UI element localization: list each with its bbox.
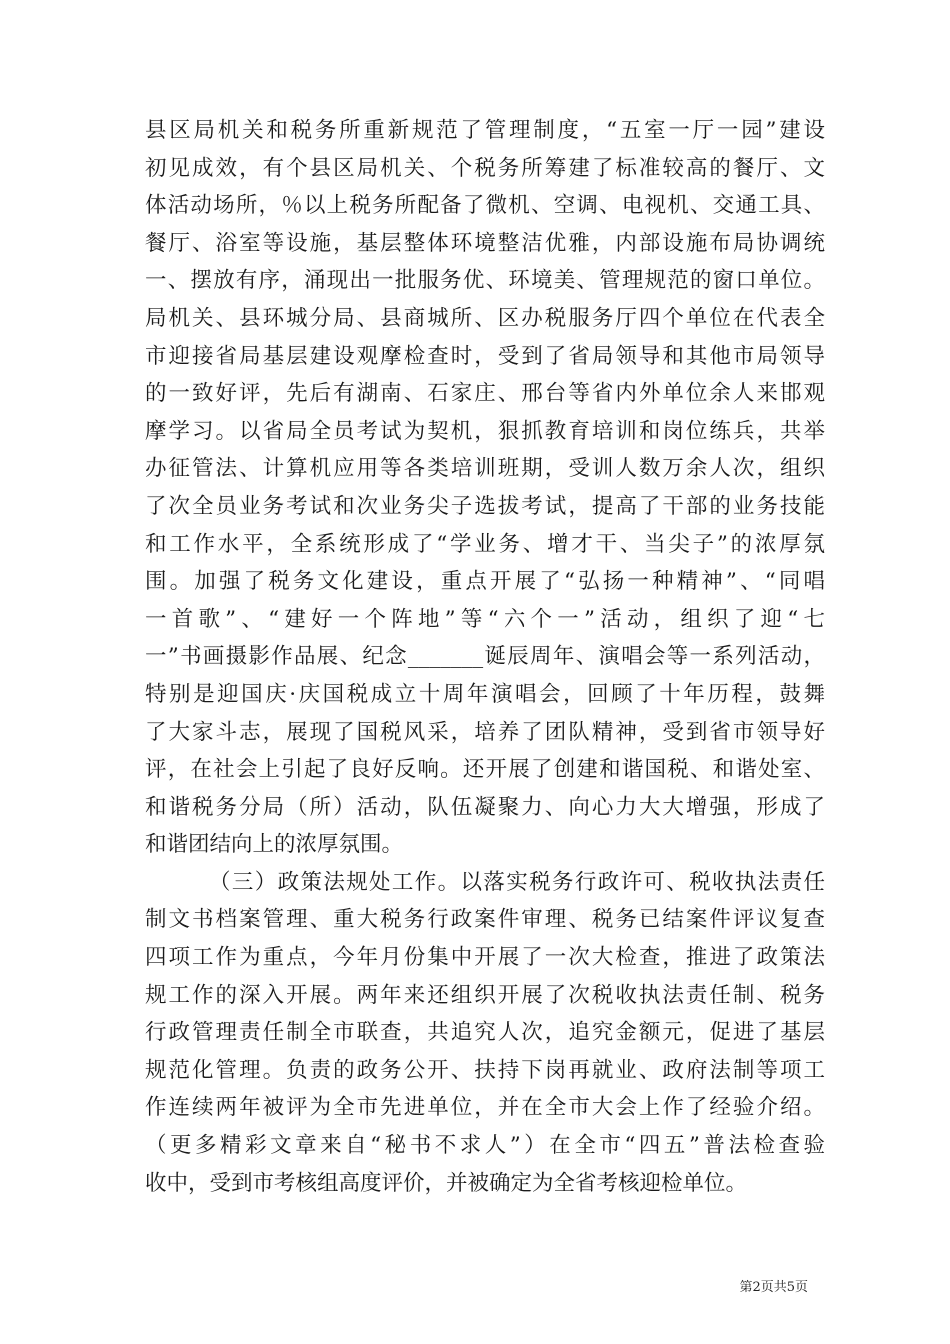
text-line: 四项工作为重点，今年月份集中开展了一次大检查，推进了政策法 [145,945,825,971]
section-heading-line: （三）政策法规处工作。以落实税务行政许可、税收执法责任 [209,869,825,895]
text-line: 办征管法、计算机应用等各类培训班期，受训人数万余人次，组织 [145,456,825,482]
text-line: （更多精彩文章来自“秘书不求人”）在全市“四五”普法检查验 [145,1133,825,1159]
paragraph-end-line: 和谐团结向上的浓厚氛围。 [145,832,404,858]
text-line: 行政管理责任制全市联查，共追究人次，追究金额元，促进了基层 [145,1020,825,1046]
text-line: 市迎接省局基层建设观摩检查时，受到了省局领导和其他市局领导 [145,343,825,369]
text-line: 制文书档案管理、重大税务行政案件审理、税务已结案件评议复查 [145,907,825,933]
text-line: 局机关、县环城分局、县商城所、区办税服务厅四个单位在代表全 [145,305,825,331]
text-line: 作连续两年被评为全市先进单位，并在全市大会上作了经验介绍。 [145,1095,825,1121]
page-number: 第2页共5页 [739,1280,808,1295]
text-line: 规范化管理。负责的政务公开、扶持下岗再就业、政府法制等项工 [145,1057,825,1083]
text-line: 了大家斗志，展现了国税风采，培养了团队精神，受到省市领导好 [145,719,825,745]
text-line: 体活动场所，％以上税务所配备了微机、空调、电视机、交通工具、 [145,193,825,219]
text-line: 一首歌”、“建好一个阵地”等“六个一”活动，组织了迎“七 [145,606,825,632]
text-line: 和谐税务分局（所）活动，队伍凝聚力、向心力大大增强，形成了 [145,794,825,820]
text-line: 县区局机关和税务所重新规范了管理制度，“五室一厅一园”建设 [145,118,825,143]
text-line: 摩学习。以省局全员考试为契机，狠抓教育培训和岗位练兵，共举 [145,418,825,444]
text-line: 初见成效，有个县区局机关、个税务所筹建了标准较高的餐厅、文 [145,155,825,181]
text-line: 的一致好评，先后有湖南、石家庄、邢台等省内外单位余人来邯观 [145,381,825,407]
text-line: 规工作的深入开展。两年来还组织开展了次税收执法责任制、税务 [145,982,825,1008]
text-line: 围。加强了税务文化建设，重点开展了“弘扬一种精神”、“同唱 [145,569,825,595]
text-line: 餐厅、浴室等设施，基层整体环境整洁优雅，内部设施布局协调统 [145,230,825,256]
text-line: 和工作水平，全系统形成了“学业务、增才干、当尖子”的浓厚氛 [145,531,825,557]
body-text [145,112,825,1202]
text-line: 一”书画摄影作品展、纪念_______诞辰周年、演唱会等一系列活动， [145,644,825,670]
text-line: 评，在社会上引起了良好反响。还开展了创建和谐国税、和谐处室、 [145,757,825,783]
text-line: 特别是迎国庆·庆国税成立十周年演唱会，回顾了十年历程，鼓舞 [145,681,825,707]
text-line: 了次全员业务考试和次业务尖子选拔考试，提高了干部的业务技能 [145,493,825,519]
text-line: 一、摆放有序，涌现出一批服务优、环境美、管理规范的窗口单位。 [145,268,825,294]
paragraph-end-line: 收中，受到市考核组高度评价，并被确定为全省考核迎检单位。 [145,1170,748,1196]
